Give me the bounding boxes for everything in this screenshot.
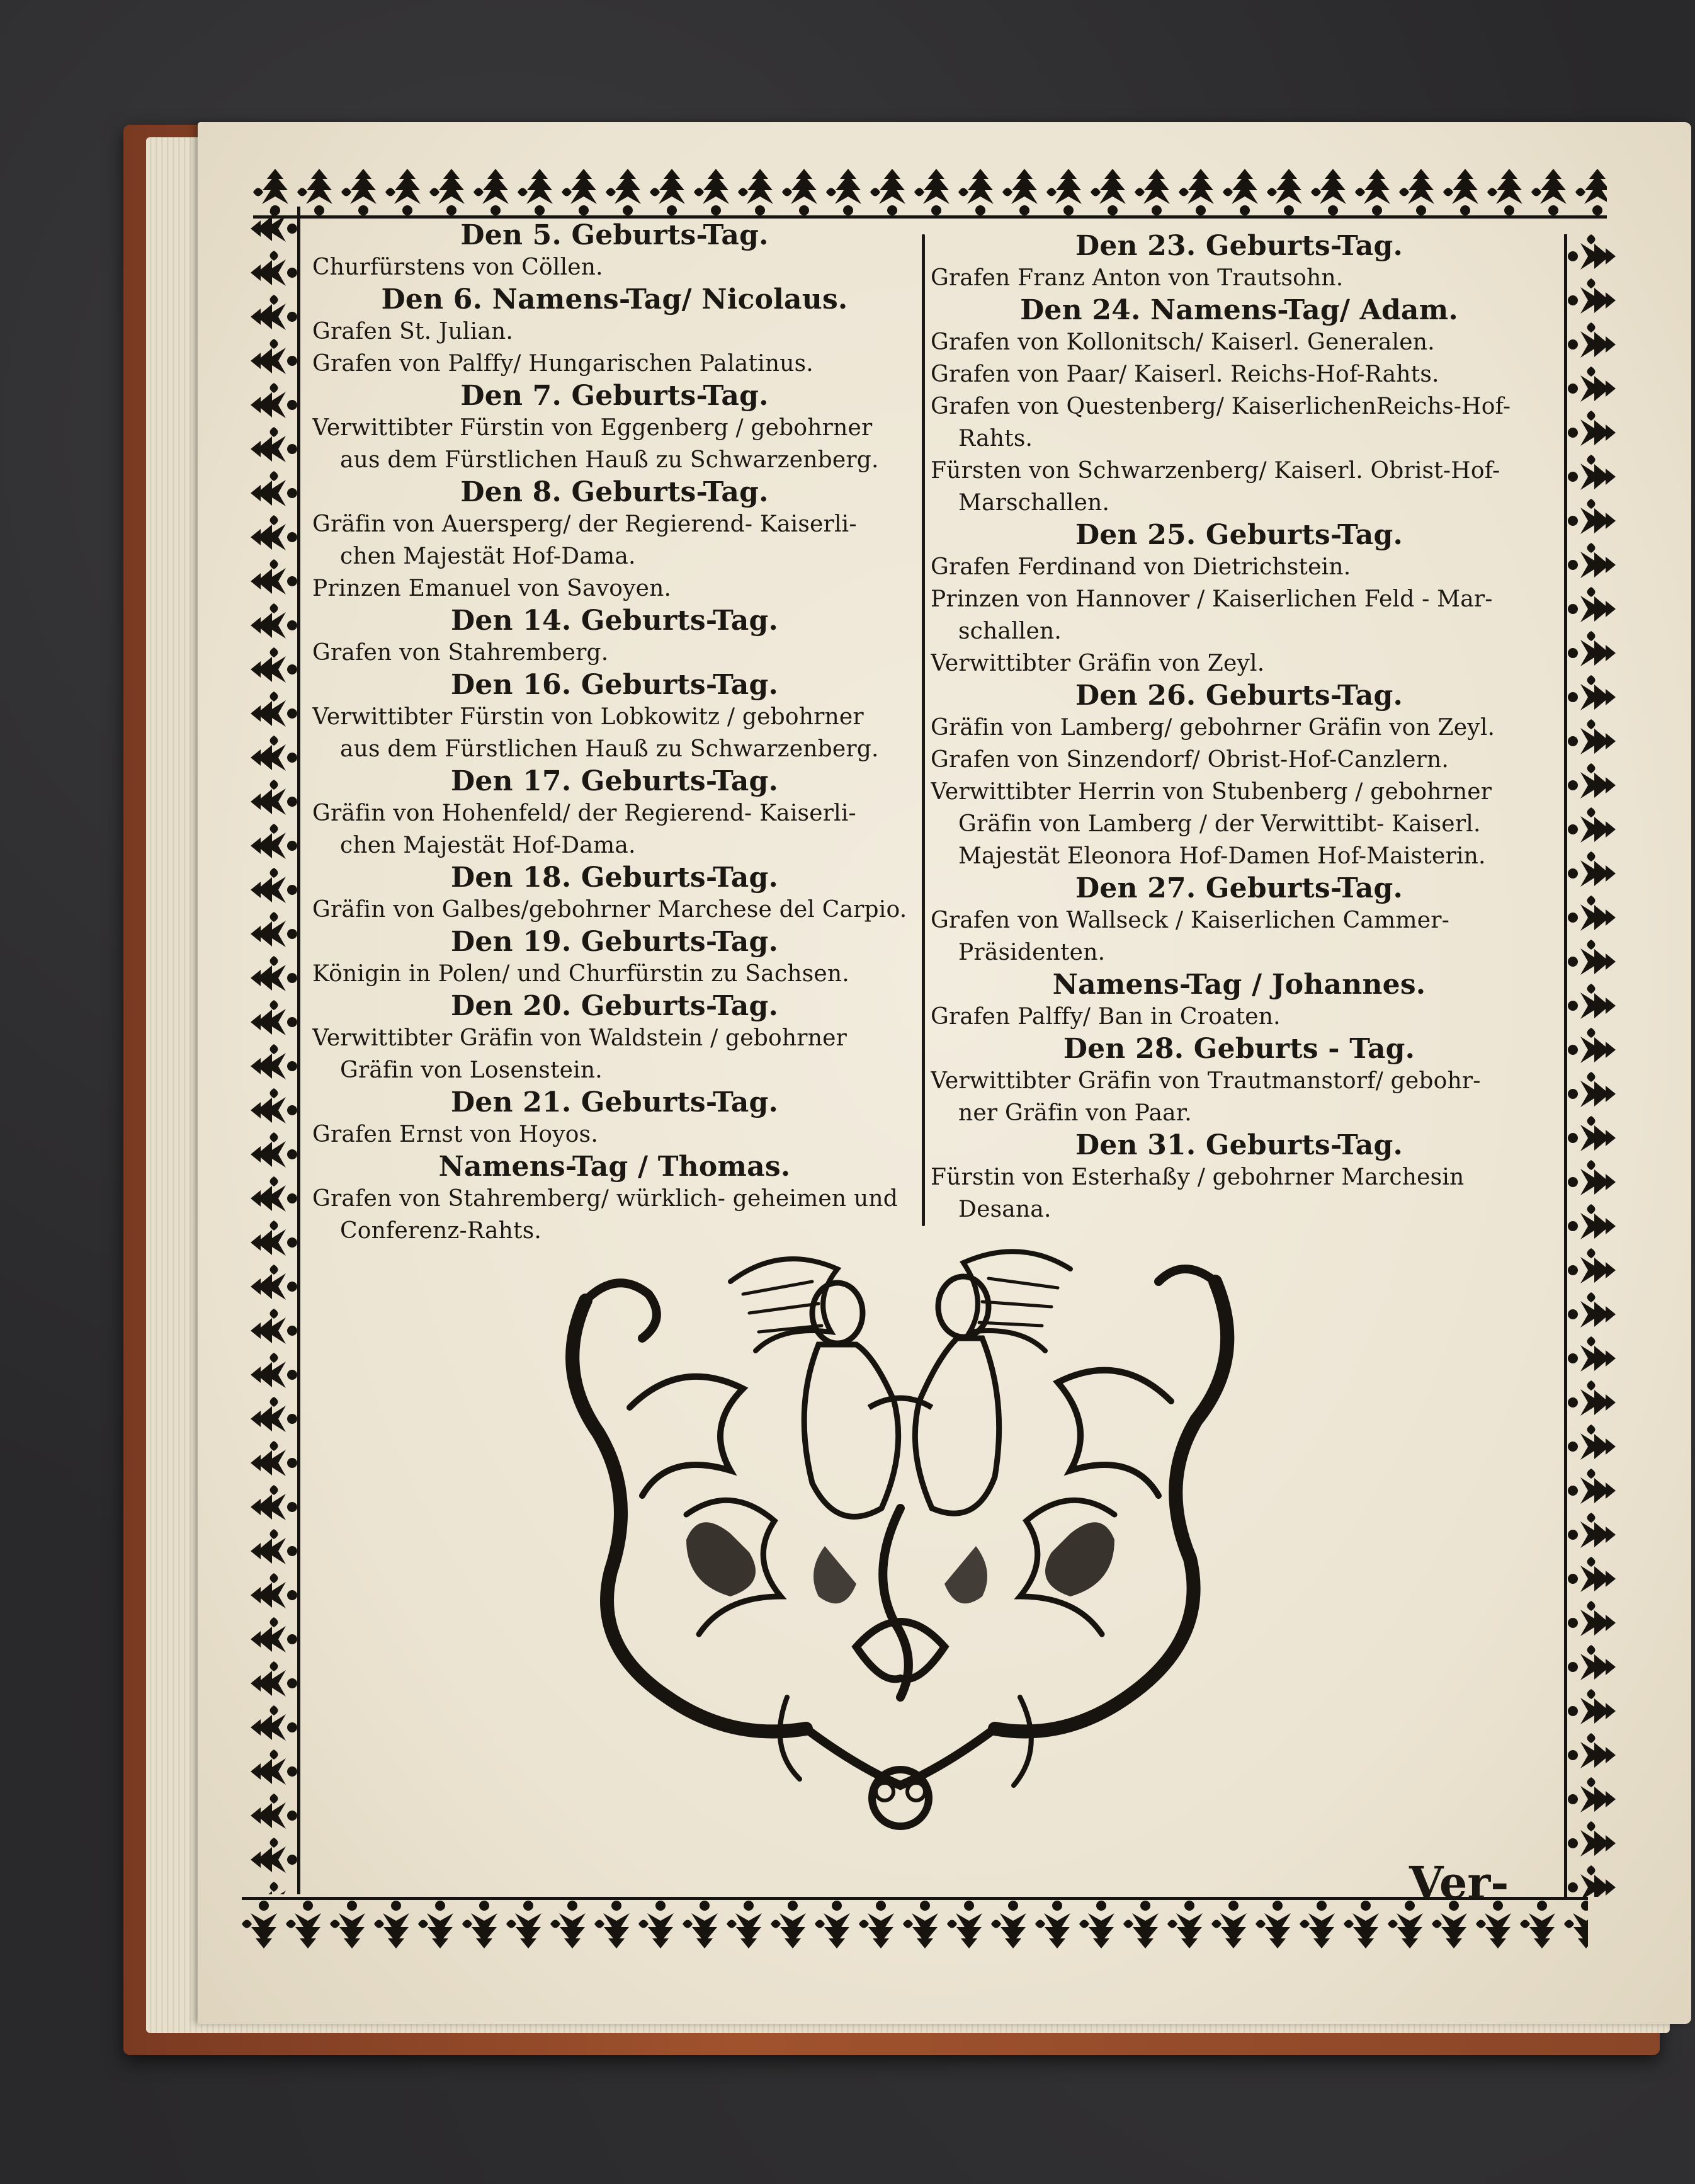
column-divider xyxy=(922,234,925,1226)
entry-line: Verwittibter Herrin von Stubenberg / gebohrner xyxy=(931,779,1492,805)
date-heading: Den 18. Geburts-Tag. xyxy=(450,862,779,894)
date-heading: Den 25. Geburts-Tag. xyxy=(1075,519,1403,551)
entry-line: Grafen von Stahremberg. xyxy=(312,640,609,666)
angel-woodcut-illustration xyxy=(541,1244,1259,1839)
entry-line: Verwittibter Gräfin von Zeyl. xyxy=(931,651,1265,676)
entry-line: Grafen St. Julian. xyxy=(312,319,514,344)
entry-line: Verwittibter Fürstin von Lobkowitz / gebohrner xyxy=(312,704,864,730)
entry-continuation: chen Majestät Hof-Dama. xyxy=(340,543,636,569)
entry-continuation: chen Majestät Hof-Dama. xyxy=(340,833,636,858)
date-heading: Den 6. Namens-Tag/ Nicolaus. xyxy=(381,283,848,316)
entry-line: Gräfin von Auersperg/ der Regierend- Kaiserli- xyxy=(312,511,857,537)
entry-continuation: Marschallen. xyxy=(958,490,1110,516)
date-heading: Namens-Tag / Thomas. xyxy=(438,1151,791,1183)
right-column xyxy=(931,230,1548,1226)
catchword: Ver- xyxy=(1409,1857,1509,1909)
date-heading: Den 23. Geburts-Tag. xyxy=(1075,230,1403,262)
date-heading: Den 24. Namens-Tag/ Adam. xyxy=(1020,294,1458,326)
entry-line: Fürsten von Schwarzenberg/ Kaiserl. Obrist-Hof- xyxy=(931,458,1500,484)
entry-line: Grafen Palffy/ Ban in Croaten. xyxy=(931,1004,1281,1030)
entry-continuation: Desana. xyxy=(958,1197,1052,1222)
ornament-border-right xyxy=(1563,234,1619,1897)
date-heading: Den 27. Geburts-Tag. xyxy=(1075,872,1403,904)
entry-line: Gräfin von Galbes/gebohrner Marchese del Carpio. xyxy=(312,897,907,923)
ornament-border-top xyxy=(253,165,1607,219)
entry-continuation: aus dem Fürstlichen Hauß zu Schwarzenberg. xyxy=(340,447,879,473)
entry-continuation: Gräfin von Losenstein. xyxy=(340,1057,603,1083)
entry-line: Gräfin von Lamberg/ gebohrner Gräfin von Zeyl. xyxy=(931,715,1495,741)
entry-continuation: ner Gräfin von Paar. xyxy=(958,1100,1192,1126)
date-heading: Den 26. Geburts-Tag. xyxy=(1075,680,1403,712)
entry-line: Grafen von Stahremberg/ würklich- geheimen und xyxy=(312,1186,898,1212)
entry-line: Grafen von Questenberg/ KaiserlichenReichs-Hof- xyxy=(931,394,1511,419)
date-heading: Den 5. Geburts-Tag. xyxy=(460,219,769,251)
entry-line: Verwittibter Gräfin von Waldstein / gebohrner xyxy=(312,1025,848,1051)
date-heading: Den 20. Geburts-Tag. xyxy=(450,990,779,1022)
entry-continuation: aus dem Fürstlichen Hauß zu Schwarzenberg. xyxy=(340,736,879,762)
ornament-border-bottom xyxy=(242,1896,1588,1952)
entry-continuation: Conferenz-Rahts. xyxy=(340,1218,542,1244)
entry-line: Grafen Franz Anton von Trautsohn. xyxy=(931,265,1344,291)
entry-line: Prinzen von Hannover / Kaiserlichen Feld - Mar- xyxy=(931,586,1493,612)
entry-continuation: Gräfin von Lamberg / der Verwittibt- Kaiserl. xyxy=(958,811,1481,837)
entry-line: Fürstin von Esterhaßy / gebohrner Marchesin xyxy=(931,1164,1465,1190)
entry-line: Churfürstens von Cöllen. xyxy=(312,254,603,280)
entry-line: Königin in Polen/ und Churfürstin zu Sachsen. xyxy=(312,961,849,987)
date-heading: Den 7. Geburts-Tag. xyxy=(460,380,769,412)
date-heading: Den 28. Geburts - Tag. xyxy=(1063,1033,1415,1065)
ornament-border-left xyxy=(247,207,301,1894)
entry-line: Prinzen Emanuel von Savoyen. xyxy=(312,576,672,601)
entry-line: Gräfin von Hohenfeld/ der Regierend- Kaiserli- xyxy=(312,800,856,826)
date-heading: Den 8. Geburts-Tag. xyxy=(460,476,769,508)
entry-continuation: schallen. xyxy=(958,618,1062,644)
date-heading: Den 31. Geburts-Tag. xyxy=(1075,1129,1403,1161)
entry-line: Grafen von Palffy/ Hungarischen Palatinus. xyxy=(312,351,813,377)
entry-continuation: Rahts. xyxy=(958,426,1033,452)
date-heading: Den 21. Geburts-Tag. xyxy=(450,1086,779,1118)
entry-line: Grafen Ernst von Hoyos. xyxy=(312,1122,598,1147)
date-heading: Namens-Tag / Johannes. xyxy=(1052,969,1426,1001)
date-heading: Den 14. Geburts-Tag. xyxy=(450,605,779,637)
left-column xyxy=(312,219,917,1247)
date-heading: Den 19. Geburts-Tag. xyxy=(450,926,779,958)
entry-continuation: Majestät Eleonora Hof-Damen Hof-Maisterin. xyxy=(958,843,1486,869)
entry-line: Verwittibter Fürstin von Eggenberg / gebohrner xyxy=(312,415,873,441)
entry-line: Grafen von Wallseck / Kaiserlichen Cammer- xyxy=(931,907,1449,933)
entry-line: Grafen von Kollonitsch/ Kaiserl. Generalen. xyxy=(931,329,1435,355)
date-heading: Den 17. Geburts-Tag. xyxy=(450,765,779,797)
entry-line: Grafen Ferdinand von Dietrichstein. xyxy=(931,554,1351,580)
entry-line: Grafen von Paar/ Kaiserl. Reichs-Hof-Rahts. xyxy=(931,361,1439,387)
date-heading: Den 16. Geburts-Tag. xyxy=(450,669,779,701)
entry-continuation: Präsidenten. xyxy=(958,940,1106,965)
entry-line: Verwittibter Gräfin von Trautmanstorf/ gebohr- xyxy=(931,1068,1481,1094)
entry-line: Grafen von Sinzendorf/ Obrist-Hof-Canzlern. xyxy=(931,747,1449,773)
